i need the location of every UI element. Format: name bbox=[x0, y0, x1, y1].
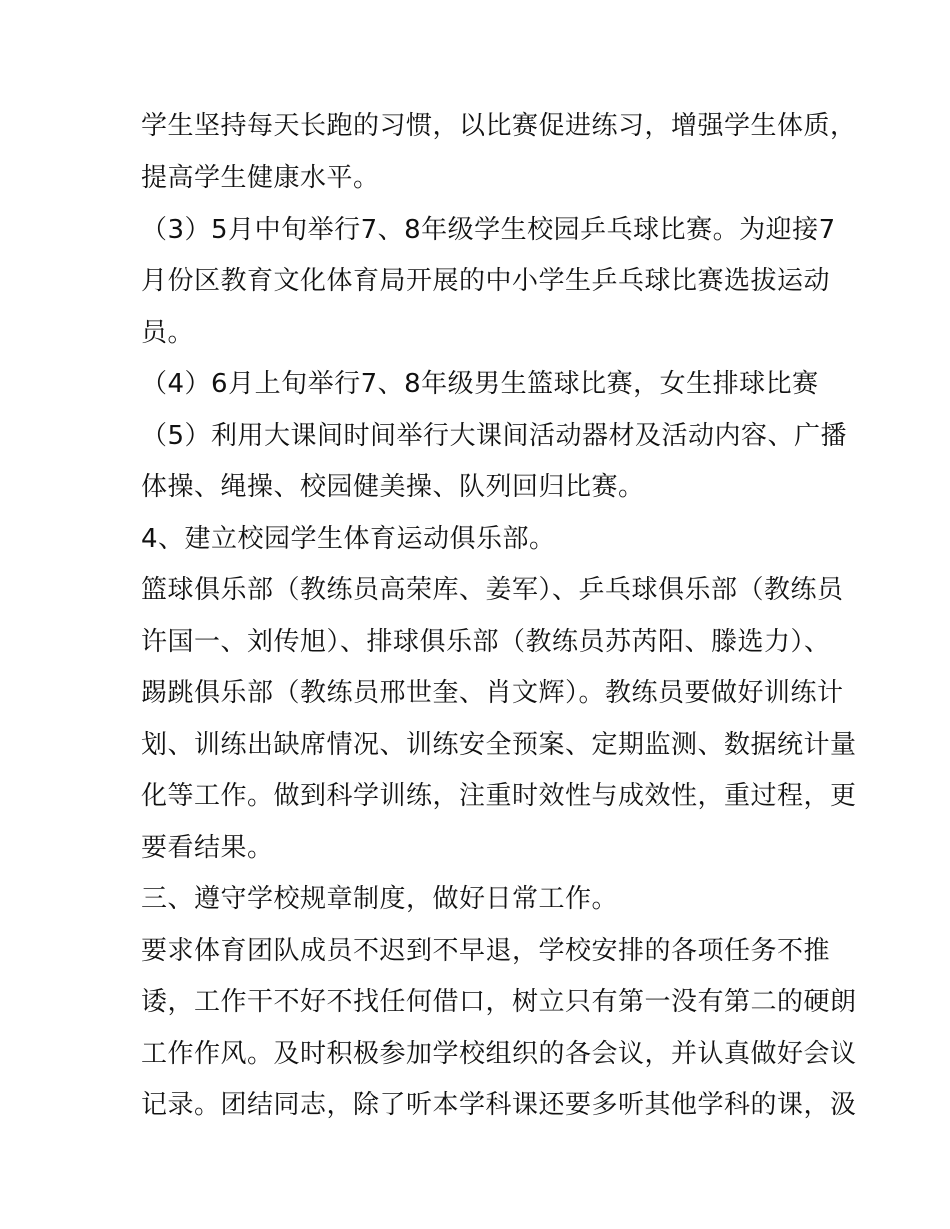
text-line: 踢跳俱乐部（教练员邢世奎、肖文辉）。教练员要做好训练计 bbox=[141, 678, 844, 708]
text-line: 许国一、刘传旭）、排球俱乐部（教练员苏芮阳、滕选力）、 bbox=[141, 627, 831, 657]
text-line: 要求体育团队成员不迟到不早退，学校安排的各项任务不推 bbox=[141, 936, 831, 966]
text-line: （4）6月上旬举行7、8年级男生篮球比赛，女生排球比赛 bbox=[141, 369, 819, 399]
text-line: 诿，工作干不好不找任何借口，树立只有第一没有第二的硬朗 bbox=[141, 987, 857, 1017]
text-line: （5）利用大课间时间举行大课间活动器材及活动内容、广播 bbox=[141, 421, 848, 451]
text-line: 员。 bbox=[141, 318, 195, 348]
text-line: 篮球俱乐部（教练员高荣库、姜军）、乒乓球俱乐部（教练员 bbox=[141, 575, 844, 605]
text-line: 体操、绳操、校园健美操、队列回归比赛。 bbox=[141, 472, 645, 502]
text-line: （3）5月中旬举行7、8年级学生校园乒乓球比赛。为迎接7 bbox=[141, 215, 836, 245]
text-line: 要看结果。 bbox=[141, 833, 274, 863]
text-line: 化等工作。做到科学训练，注重时效性与成效性，重过程，更 bbox=[141, 781, 857, 811]
text-line: 月份区教育文化体育局开展的中小学生乒乓球比赛选拔运动 bbox=[141, 266, 831, 296]
text-line: 提高学生健康水平。 bbox=[141, 163, 380, 193]
section-heading: 三、遵守学校规章制度，做好日常工作。 bbox=[141, 884, 619, 914]
text-line: 工作作风。及时积极参加学校组织的各会议，并认真做好会议 bbox=[141, 1039, 857, 1069]
section-heading: 4、建立校园学生体育运动俱乐部。 bbox=[141, 524, 556, 554]
text-line: 记录。团结同志，除了听本学科课还要多听其他学科的课，汲 bbox=[141, 1090, 857, 1120]
text-line: 学生坚持每天长跑的习惯，以比赛促进练习，增强学生体质， bbox=[141, 111, 857, 141]
text-line: 划、训练出缺席情况、训练安全预案、定期监测、数据统计量 bbox=[141, 730, 857, 760]
